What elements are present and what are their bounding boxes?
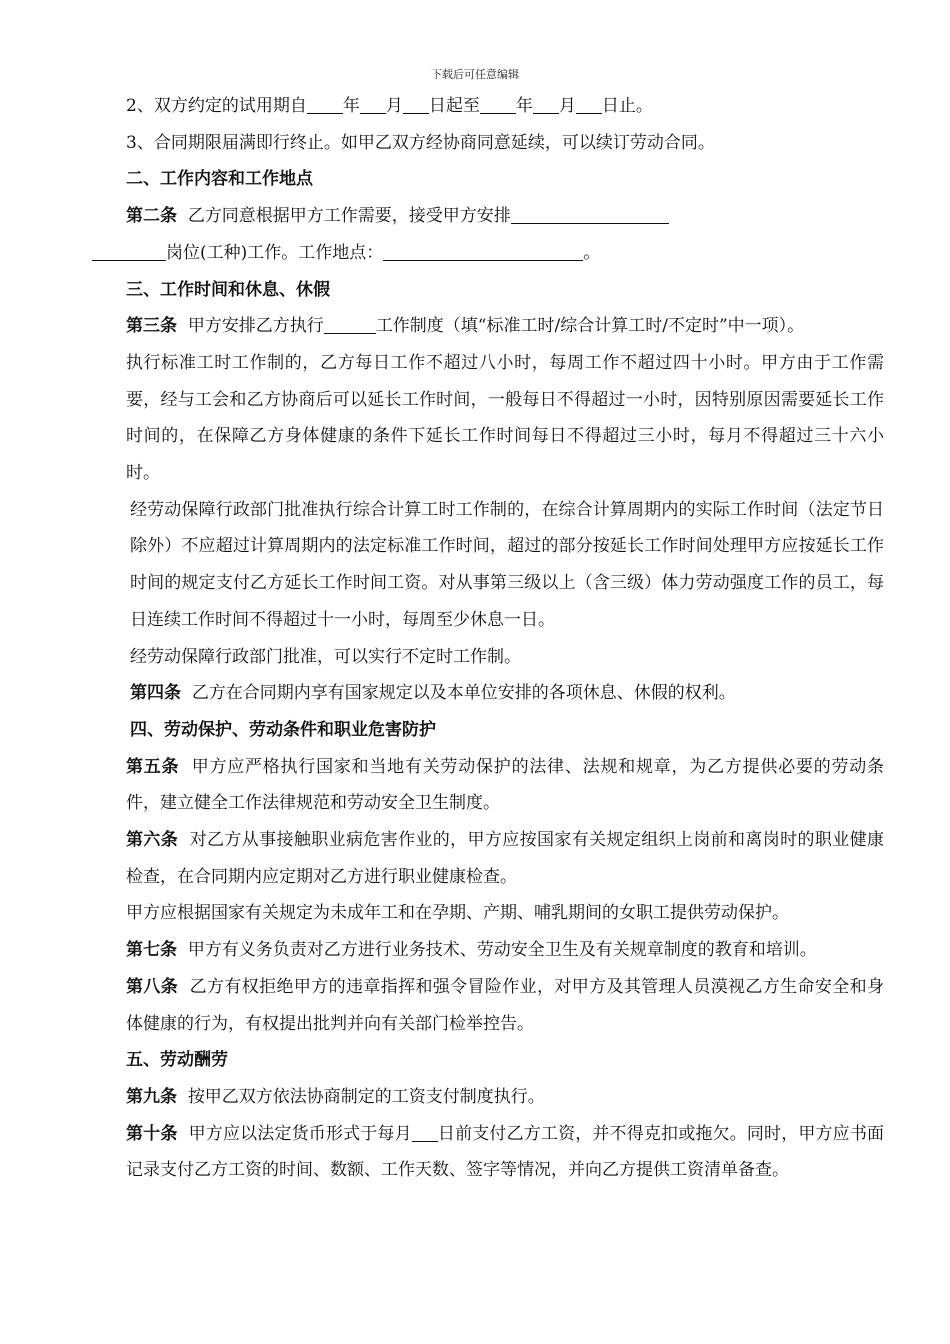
probation-clause: 2、双方约定的试用期自 年 月 日起至 年 月 日止。 (126, 96, 653, 116)
article-label: 第九条 (126, 1086, 177, 1107)
contract-body (92, 88, 884, 1189)
article-10: 第十条 甲方应以法定货币形式于每月 日前支付乙方工资，并不得克扣或拖欠。同时，甲方应书面记录支付乙方工资的时间、数额、工作天数、签字等情况，并向乙方提供工资清单备查。 (126, 1123, 885, 1181)
comprehensive-hours-paragraph: 经劳动保障行政部门批准执行综合计算工时工作制的，在综合计算周期内的实际工作时间（法定节日除外）不应超过计算周期内的法定标准工作时间，超过的部分按延长工作时间处理甲方应按延长工作时间的规定支付乙方延长工作时间工资。对从事第三级以上（含三级）体力劳动强度工作的员工，每日连续工作时间不得超过十一小时，每周至少休息一日。 (130, 499, 884, 630)
article-9: 第九条 按甲乙双方依法协商制定的工资支付制度执行。 (126, 1086, 545, 1107)
section-heading-labor-protection: 四、劳动保护、劳动条件和职业危害防护 (130, 719, 436, 740)
article-2-line1: 第二条 乙方同意根据甲方工作需要，接受甲方安排 (92, 198, 884, 235)
article-3: 第三条 甲方安排乙方执行 工作制度（填“标准工时/综合计算工时/不定时”中一项）。 (126, 316, 805, 337)
blank-day-end[interactable] (576, 96, 602, 114)
women-protection-paragraph: 甲方应根据国家有关规定为未成年工和在孕期、产期、哺乳期间的女职工提供劳动保护。 (126, 903, 789, 924)
blank-day-start[interactable] (403, 96, 429, 114)
blank-year-end[interactable] (480, 96, 516, 114)
page-header-note: 下载后可任意编辑 (431, 68, 519, 81)
article-label: 第二条 (126, 206, 177, 227)
blank-year-start[interactable] (307, 96, 343, 114)
article-label: 第七条 (126, 940, 177, 961)
article-2-line2: 岗位(工种)工作。工作地点： 。 (92, 235, 884, 272)
section-heading-working-hours: 三、工作时间和休息、休假 (126, 279, 330, 300)
article-6: 第六条 对乙方从事接触职业病危害作业的，甲方应按国家有关规定组织上岗前和离岗时的职业健康检查，在合同期内应定期对乙方进行职业健康检查。 (126, 830, 885, 887)
section-heading-work-content: 二、工作内容和工作地点 (126, 169, 313, 190)
article-label: 第六条 (126, 830, 179, 851)
article-label: 第八条 (126, 976, 179, 997)
blank-month-end[interactable] (533, 96, 559, 114)
blank-work-system[interactable] (324, 316, 376, 334)
article-label: 第五条 (126, 756, 180, 777)
section-heading-remuneration: 五、劳动酬劳 (126, 1050, 228, 1071)
flexible-hours-paragraph: 经劳动保障行政部门批准，可以实行不定时工作制。 (130, 646, 521, 667)
article-label: 第十条 (126, 1123, 178, 1144)
blank-pay-day[interactable] (412, 1124, 438, 1142)
standard-hours-paragraph: 执行标准工时工作制的，乙方每日工作不超过八小时，每周工作不超过四十小时。甲方由于工作需要，经与工会和乙方协商后可以延长工作时间，一般每日不得超过一小时，因特别原因需要延长工作时间的，在保障乙方身体健康的条件下延长工作时间每日不得超过三小时，每月不得超过三十六小时。 (126, 352, 884, 484)
article-label: 第四条 (130, 683, 181, 704)
article-4: 第四条 乙方在合同期内享有国家规定以及本单位安排的各项休息、休假的权利。 (130, 683, 736, 704)
article-label: 第三条 (126, 316, 177, 337)
article-8: 第八条 乙方有权拒绝甲方的违章指挥和强令冒险作业，对甲方及其管理人员漠视乙方生命安全和身体健康的行为，有权提出批判并向有关部门检举控告。 (126, 976, 885, 1034)
term-expiry-clause: 3、合同期限届满即行终止。如甲乙双方经协商同意延续，可以续订劳动合同。 (126, 132, 715, 153)
blank-work-location[interactable] (383, 243, 583, 261)
article-5: 第五条 甲方应严格执行国家和当地有关劳动保护的法律、法规和规章，为乙方提供必要的劳动条件，建立健全工作法律规范和劳动安全卫生制度。 (126, 756, 885, 814)
blank-month-start[interactable] (360, 96, 386, 114)
blank-position[interactable] (92, 243, 166, 261)
article-7: 第七条 甲方有义务负责对乙方进行业务技术、劳动安全卫生及有关规章制度的教育和培训。 (126, 940, 817, 961)
blank-assigned-department[interactable] (511, 206, 669, 224)
